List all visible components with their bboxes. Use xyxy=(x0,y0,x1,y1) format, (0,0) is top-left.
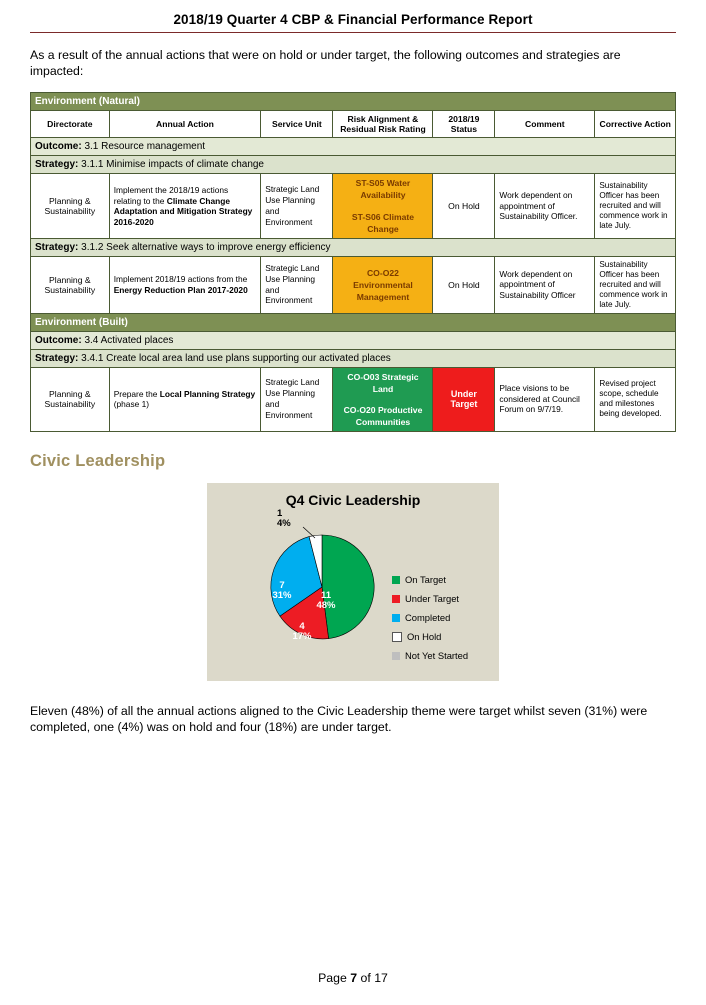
risk-spacer xyxy=(337,202,428,211)
pie-label-completed xyxy=(269,581,295,602)
action-text-pre: Implement 2018/19 actions from the xyxy=(113,274,248,285)
cell-corrective-action: Revised project scope, schedule and milestones being developed. xyxy=(595,367,676,431)
intro-paragraph: As a result of the annual actions that were on hold or under target, the following outcomes and strategies are impacted: xyxy=(30,48,621,79)
outcome-label: Outcome: xyxy=(35,141,82,153)
cell-annual-action xyxy=(109,256,261,313)
table-outcome-row xyxy=(31,331,676,349)
legend-label-on-hold: On Hold xyxy=(407,631,442,643)
cell-annual-action xyxy=(109,367,261,431)
cell-status: On Hold xyxy=(433,256,495,313)
strategy-label: Strategy: xyxy=(35,159,79,171)
chart-title: Q4 Civic Leadership xyxy=(285,491,421,508)
table-row xyxy=(31,174,676,238)
closing-paragraph: Eleven (48%) of all the annual actions aligned to the Civic Leadership theme were target whilst seven (31%) were completed, one (4%) was on hold and four (18%) are under target. xyxy=(30,703,648,735)
chart-legend xyxy=(392,571,468,666)
table-header-row xyxy=(31,111,676,138)
cell-comment: Place visions to be considered at Council Forum on 9/7/19. xyxy=(495,367,595,431)
legend-item-on-target xyxy=(392,571,468,590)
action-text-pre: Prepare the xyxy=(113,388,160,399)
legend-swatch-on-target-icon xyxy=(392,576,400,584)
cell-service-unit: Strategic Land Use Planning and Environment xyxy=(261,174,333,238)
pie-label-completed-value: 7 xyxy=(279,579,285,591)
outcome-text: 3.4 Activated places xyxy=(84,334,174,346)
legend-label-not-yet-started: Not Yet Started xyxy=(405,650,469,662)
legend-swatch-not-yet-started-icon xyxy=(392,652,400,660)
legend-item-not-yet-started xyxy=(392,647,468,666)
outcome-3-1 xyxy=(31,138,676,156)
legend-item-under-target xyxy=(392,590,468,609)
column-header-corrective-action: Corrective Action xyxy=(595,111,676,138)
action-text-bold: Energy Reduction Plan 2017-2020 xyxy=(113,284,248,295)
outcome-text: 3.1 Resource management xyxy=(84,141,206,153)
pie-label-on-hold xyxy=(277,509,303,530)
column-header-risk-alignment: Risk Alignment & Residual Risk Rating xyxy=(333,111,433,138)
footer-page-number: 7 xyxy=(350,971,358,985)
column-header-comment: Comment xyxy=(495,111,595,138)
cell-comment: Work dependent on appointment of Sustainability Officer. xyxy=(495,174,595,238)
table-band-row xyxy=(31,93,676,111)
legend-label-under-target: Under Target xyxy=(405,593,460,605)
action-text-bold: Climate Change Adaptation and Mitigation Strategy 2016-2020 xyxy=(113,195,253,227)
cell-directorate: Planning & Sustainability xyxy=(31,256,110,313)
section-heading-civic-leadership: Civic Leadership xyxy=(30,451,166,470)
cell-corrective-action: Sustainability Officer has been recruited and will commence work in late July. xyxy=(595,256,676,313)
cell-service-unit: Strategic Land Use Planning and Environment xyxy=(261,256,333,313)
document-header xyxy=(30,0,676,33)
pie-label-under-target-value: 4 xyxy=(299,620,305,632)
table-strategy-row xyxy=(31,349,676,367)
cell-service-unit: Strategic Land Use Planning and Environment xyxy=(261,367,333,431)
table-band-row xyxy=(31,313,676,331)
pie-label-on-target xyxy=(311,591,341,612)
table-outcome-row xyxy=(31,138,676,156)
header-title: 2018/19 Quarter 4 CBP & Financial Performance Report xyxy=(173,12,533,27)
cell-risk-alignment xyxy=(333,256,433,313)
page-footer xyxy=(0,971,706,985)
band-environment-natural: Environment (Natural) xyxy=(31,93,676,111)
legend-item-completed xyxy=(392,609,468,628)
table-strategy-row xyxy=(31,238,676,256)
footer-total-pages: 17 xyxy=(374,971,388,985)
column-header-directorate: Directorate xyxy=(31,111,110,138)
performance-table xyxy=(30,92,676,431)
column-header-service-unit: Service Unit xyxy=(261,111,333,138)
legend-swatch-under-target-icon xyxy=(392,595,400,603)
pie-label-on-target-value: 11 xyxy=(320,589,332,601)
pie-label-completed-percent: 31% xyxy=(272,590,292,602)
cell-annual-action xyxy=(109,174,261,238)
strategy-label: Strategy: xyxy=(35,241,79,253)
action-text-post: (phase 1) xyxy=(113,399,150,410)
pie-label-on-hold-percent: 4% xyxy=(277,518,291,530)
pie-label-under-target xyxy=(289,622,315,643)
cell-directorate: Planning & Sustainability xyxy=(31,174,110,238)
cell-corrective-action: Sustainability Officer has been recruited and will commence work in late July. xyxy=(595,174,676,238)
pie-label-on-hold-value: 1 xyxy=(277,507,283,519)
header-divider xyxy=(30,32,676,33)
strategy-text: 3.1.2 Seek alternative ways to improve energy efficiency xyxy=(81,241,331,253)
strategy-label: Strategy: xyxy=(35,352,79,364)
band-environment-built: Environment (Built) xyxy=(31,313,676,331)
strategy-text: 3.1.1 Minimise impacts of climate change xyxy=(81,159,264,171)
legend-item-on-hold xyxy=(392,628,468,647)
action-text-bold: Local Planning Strategy xyxy=(159,388,256,399)
table-strategy-row xyxy=(31,156,676,174)
cell-risk-alignment xyxy=(333,367,433,431)
legend-label-completed: Completed xyxy=(405,612,451,624)
column-header-status: 2018/19 Status xyxy=(433,111,495,138)
pie-label-under-target-percent: 17% xyxy=(292,631,312,643)
footer-prefix: Page xyxy=(318,971,351,985)
pie-slice-on-target xyxy=(322,535,374,639)
risk-code-1: CO-O03 Strategic Land xyxy=(347,371,419,394)
legend-swatch-completed-icon xyxy=(392,614,400,622)
cell-directorate: Planning & Sustainability xyxy=(31,367,110,431)
risk-code-1: CO-O22 Environmental Management xyxy=(353,267,413,302)
risk-code-2: ST-S06 Climate Change xyxy=(351,211,415,234)
table-row xyxy=(31,367,676,431)
footer-middle: of xyxy=(357,971,375,985)
cell-risk-alignment xyxy=(333,174,433,238)
outcome-label: Outcome: xyxy=(35,334,82,346)
risk-code-2: CO-O20 Productive Communities xyxy=(343,404,423,427)
strategy-3-1-1 xyxy=(31,156,676,174)
strategy-3-1-2 xyxy=(31,238,676,256)
action-text-pre: Implement the 2018/19 actions relating to the xyxy=(113,185,229,206)
risk-spacer xyxy=(337,395,428,404)
table-row xyxy=(31,256,676,313)
pie-area xyxy=(207,509,499,679)
legend-label-on-target: On Target xyxy=(405,574,446,586)
civic-leadership-pie-chart xyxy=(207,483,499,681)
strategy-3-4-1 xyxy=(31,349,676,367)
pie-label-on-target-percent: 48% xyxy=(316,600,336,612)
outcome-3-4 xyxy=(31,331,676,349)
cell-status: On Hold xyxy=(433,174,495,238)
legend-swatch-on-hold-icon xyxy=(392,632,402,642)
cell-status: Under Target xyxy=(433,367,495,431)
risk-code-1: ST-S05 Water Availability xyxy=(355,178,411,201)
cell-comment: Work dependent on appointment of Sustainability Officer xyxy=(495,256,595,313)
strategy-text: 3.4.1 Create local area land use plans supporting our activated places xyxy=(81,352,391,364)
column-header-annual-action: Annual Action xyxy=(109,111,261,138)
